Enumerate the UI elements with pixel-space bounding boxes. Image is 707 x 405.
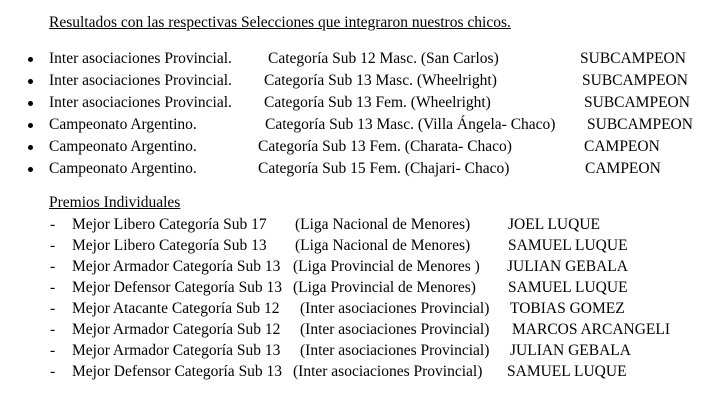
result-category: Categoría Sub 12 Masc. (San Carlos) (268, 50, 499, 67)
award-league: (Liga Nacional de Menores) (295, 237, 471, 254)
award-player: JOEL LUQUE (508, 216, 600, 233)
result-tournament: Campeonato Argentino. (49, 138, 197, 155)
result-result: SUBCAMPEON (587, 116, 693, 133)
award-award: Mejor Libero Categoría Sub 17 (72, 216, 267, 233)
result-category: Categoría Sub 13 Fem. (Charata- Chaco) (258, 138, 512, 155)
result-tournament: Campeonato Argentino. (49, 116, 197, 133)
award-league: (Inter asociaciones Provincial) (300, 300, 490, 317)
result-result: SUBCAMPEON (580, 50, 686, 67)
result-category: Categoría Sub 13 Fem. (Wheelright) (264, 94, 491, 111)
awards-heading: Premios Individuales (49, 194, 181, 211)
award-league: (Inter asociaciones Provincial) (293, 363, 483, 380)
dash-marker: - (50, 321, 56, 338)
result-category: Categoría Sub 15 Fem. (Chajari- Chaco) (258, 160, 510, 177)
result-result: SUBCAMPEON (582, 72, 688, 89)
result-result: CAMPEON (585, 160, 661, 177)
result-category: Categoría Sub 13 Masc. (Villa Ángela- Chaco) (265, 116, 556, 133)
award-player: TOBIAS GOMEZ (510, 300, 625, 317)
bullet-icon (28, 145, 33, 150)
award-award: Mejor Atacante Categoría Sub 12 (72, 300, 280, 317)
award-league: (Inter asociaciones Provincial) (300, 321, 490, 338)
bullet-icon (28, 167, 33, 172)
bullet-icon (28, 57, 33, 62)
award-award: Mejor Defensor Categoría Sub 13 (72, 363, 283, 380)
dash-marker: - (50, 237, 56, 254)
dash-marker: - (50, 279, 56, 296)
result-tournament: Campeonato Argentino. (49, 160, 197, 177)
award-player: JULIAN GEBALA (510, 342, 631, 359)
result-result: SUBCAMPEON (584, 94, 690, 111)
award-player: MARCOS ARCANGELI (512, 321, 671, 338)
dash-marker: - (50, 300, 56, 317)
bullet-icon (28, 101, 33, 106)
dash-marker: - (50, 258, 56, 275)
dash-marker: - (50, 216, 56, 233)
result-tournament: Inter asociaciones Provincial. (49, 50, 232, 67)
award-award: Mejor Armador Categoría Sub 13 (72, 258, 281, 275)
result-tournament: Inter asociaciones Provincial. (49, 72, 232, 89)
award-player: SAMUEL LUQUE (508, 237, 628, 254)
award-league: (Liga Provincial de Menores) (293, 279, 476, 296)
award-league: (Inter asociaciones Provincial) (300, 342, 490, 359)
result-result: CAMPEON (584, 138, 660, 155)
award-award: Mejor Armador Categoría Sub 13 (72, 342, 281, 359)
result-category: Categoría Sub 13 Masc. (Wheelright) (264, 72, 497, 89)
results-heading: Resultados con las respectivas Selecciones que integraron nuestros chicos. (49, 14, 511, 31)
award-player: JULIAN GEBALA (507, 258, 628, 275)
result-tournament: Inter asociaciones Provincial. (49, 94, 232, 111)
dash-marker: - (50, 342, 56, 359)
bullet-icon (28, 79, 33, 84)
award-league: (Liga Nacional de Menores) (295, 216, 471, 233)
dash-marker: - (50, 363, 56, 380)
award-award: Mejor Defensor Categoría Sub 13 (72, 279, 283, 296)
bullet-icon (28, 123, 33, 128)
award-player: SAMUEL LUQUE (507, 363, 627, 380)
award-player: SAMUEL LUQUE (508, 279, 628, 296)
award-award: Mejor Armador Categoría Sub 12 (72, 321, 281, 338)
award-award: Mejor Libero Categoría Sub 13 (72, 237, 267, 254)
award-league: (Liga Provincial de Menores ) (293, 258, 480, 275)
